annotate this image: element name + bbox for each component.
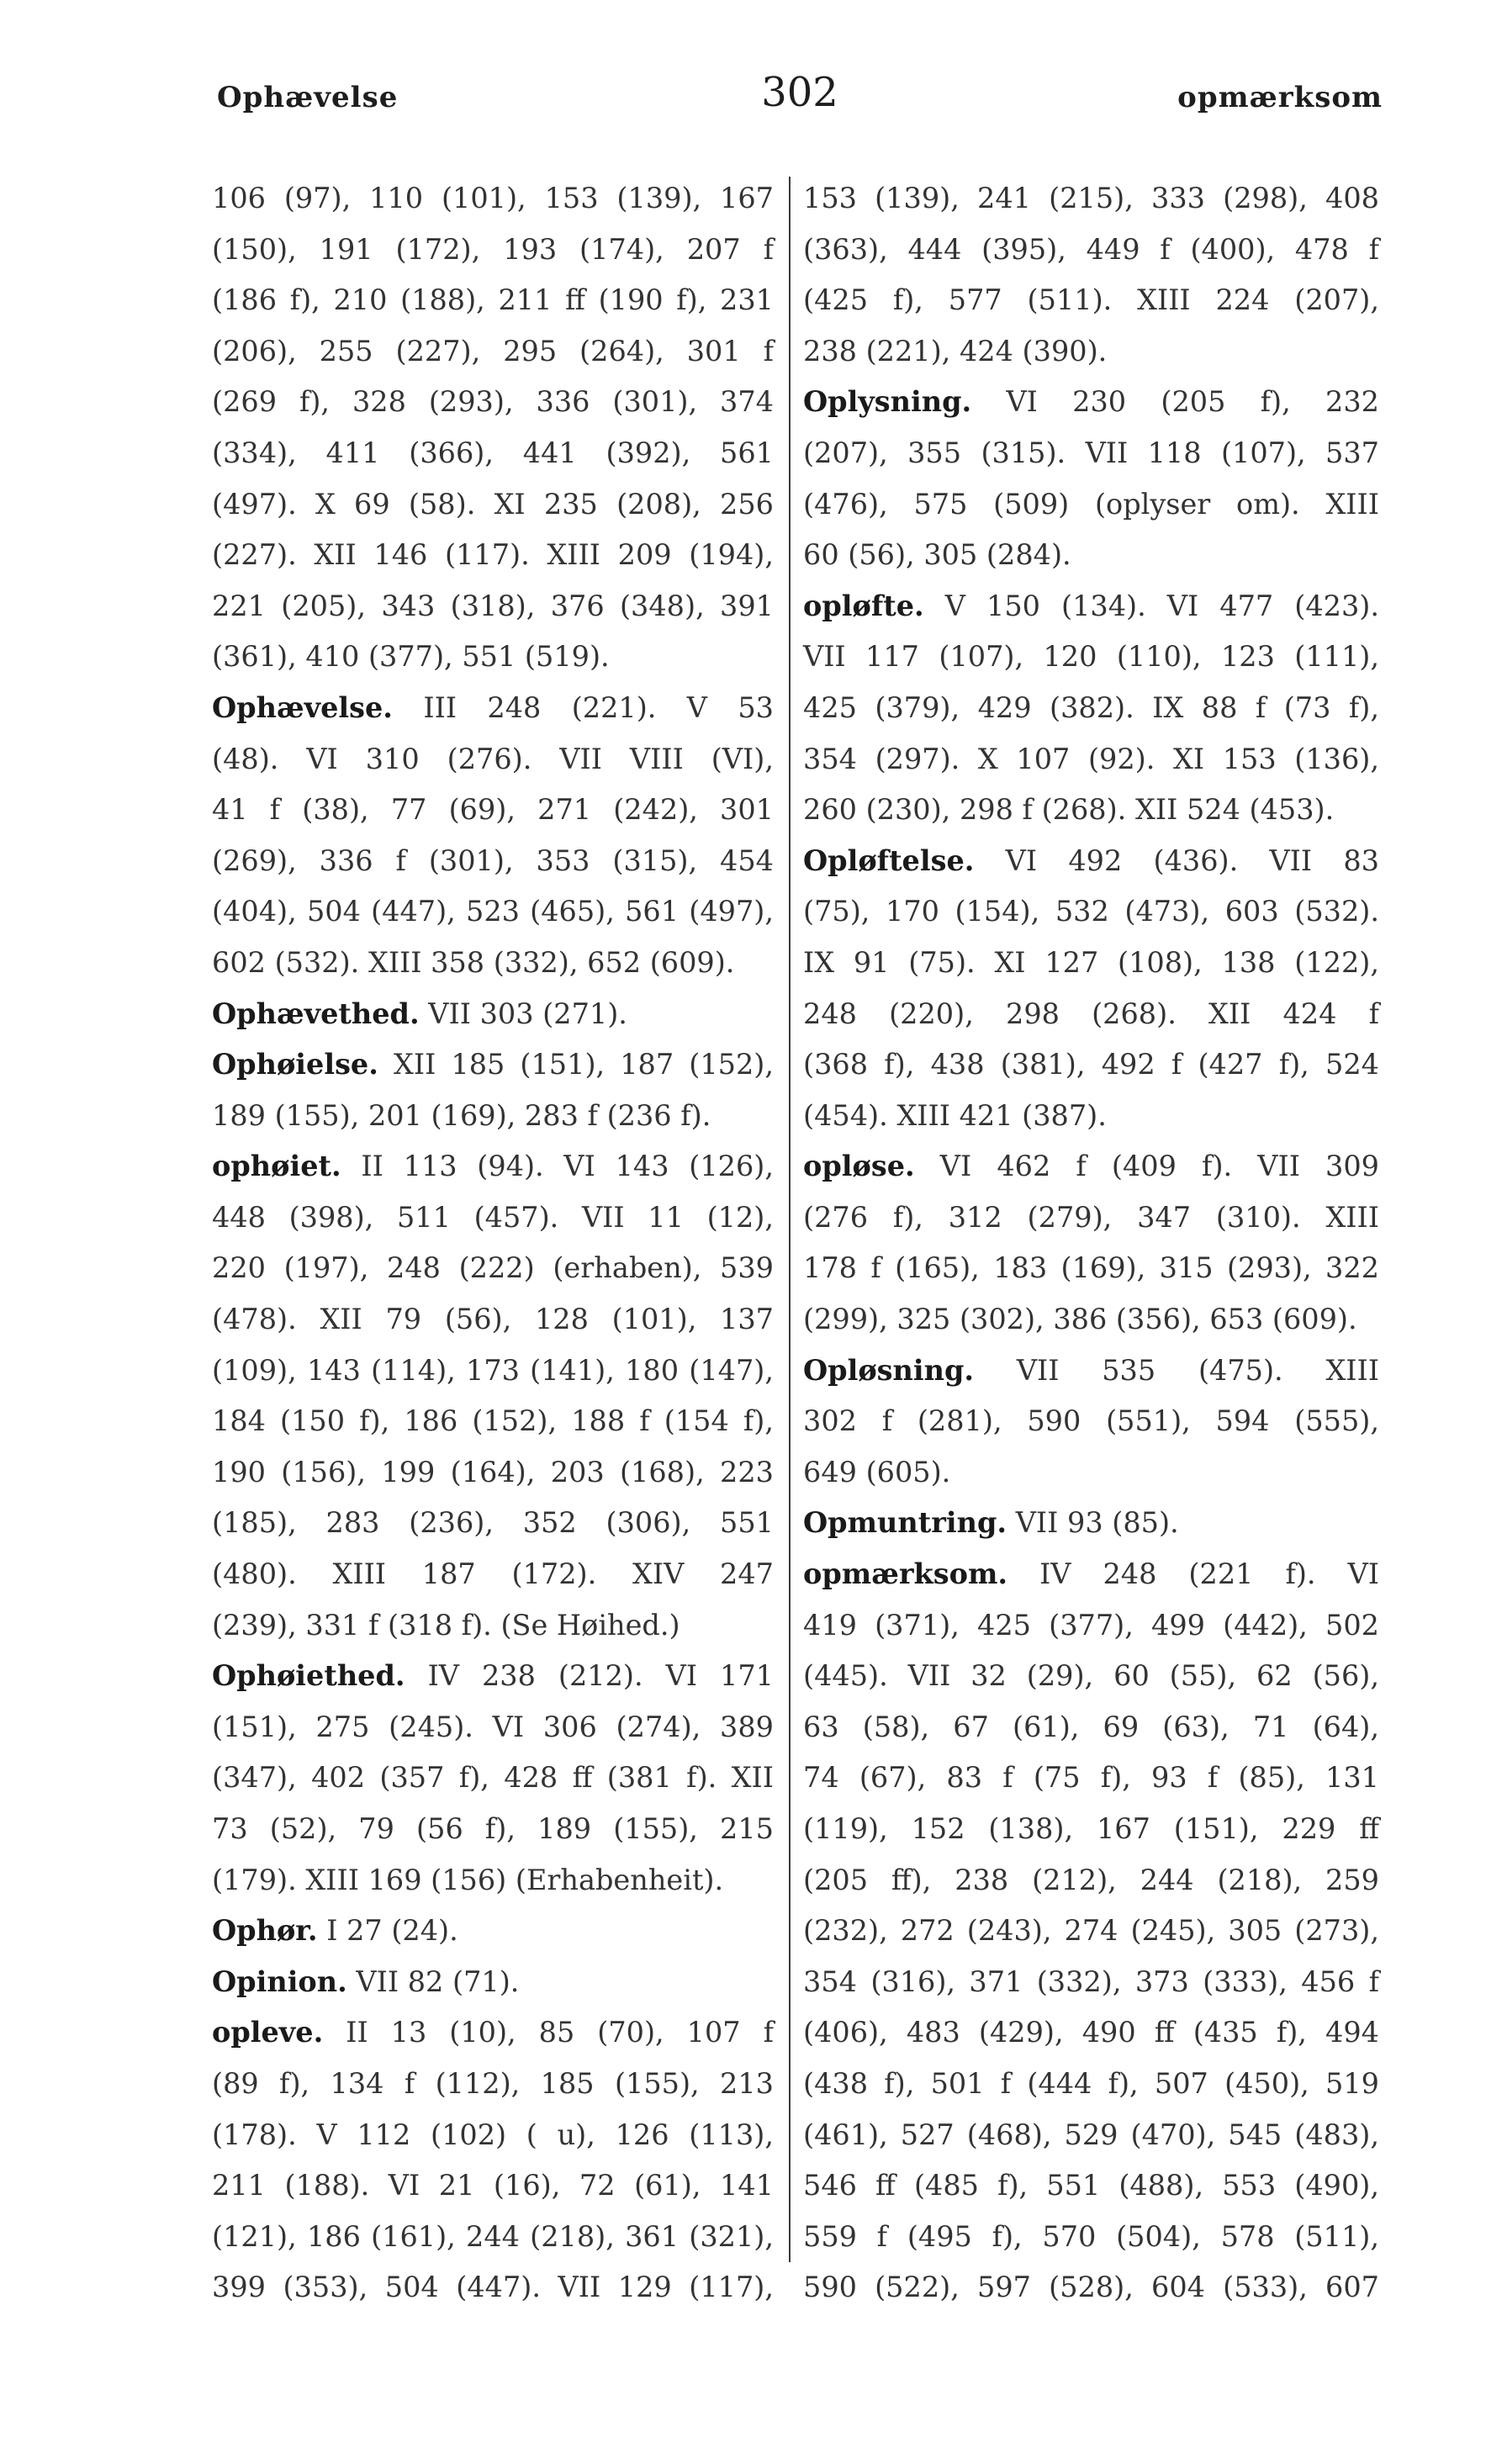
index-references: 649 (605). — [803, 1455, 951, 1488]
index-line — [212, 326, 774, 378]
index-line — [803, 785, 1379, 836]
index-line — [212, 734, 774, 785]
index-references: VI 492 (436). VII 83 — [974, 843, 1379, 877]
index-references: (276 f), 312 (279), 347 (310). XIII — [803, 1200, 1379, 1234]
page-number: 302 — [761, 69, 838, 116]
index-line — [803, 530, 1379, 581]
index-references: 63 (58), 67 (61), 69 (63), 71 (64), — [803, 1710, 1379, 1743]
index-references: (121), 186 (161), 244 (218), 361 (321), — [212, 2219, 774, 2253]
index-references: IV 238 (212). VI 171 — [405, 1659, 774, 1693]
index-references: (205 ff), 238 (212), 244 (218), 259 — [803, 1863, 1379, 1896]
index-line — [212, 1243, 774, 1294]
index-references: (232), 272 (243), 274 (245), 305 (273), — [803, 1914, 1379, 1948]
index-line — [803, 683, 1379, 734]
index-references: (425 f), 577 (511). XIII 224 (207), — [803, 283, 1379, 317]
index-line — [803, 938, 1379, 989]
index-references: (347), 402 (357 f), 428 ff (381 f). XII — [212, 1761, 774, 1795]
index-line — [212, 2262, 774, 2313]
index-line — [212, 1091, 774, 1142]
index-line — [803, 377, 1379, 428]
index-references: VII 303 (271). — [419, 997, 627, 1030]
index-line — [803, 2262, 1379, 2313]
index-references: (75), 170 (154), 532 (473), 603 (532). — [803, 895, 1379, 928]
index-references: (406), 483 (429), 490 ff (435 f), 494 — [803, 2016, 1379, 2049]
index-references: VI 462 f (409 f). VII 309 — [914, 1150, 1379, 1183]
index-references: IV 248 (221 f). VI — [1007, 1557, 1379, 1591]
index-references: 60 (56), 305 (284). — [803, 538, 1071, 572]
index-references: (269 f), 328 (293), 336 (301), 374 — [212, 385, 774, 419]
index-line — [803, 1192, 1379, 1244]
index-line — [212, 530, 774, 581]
index-references: IX 91 (75). XI 127 (108), 138 (122), — [803, 945, 1379, 979]
index-references: VI 230 (205 f), 232 — [971, 385, 1379, 419]
index-line — [803, 1039, 1379, 1091]
index-line — [212, 275, 774, 326]
index-references: (150), 191 (172), 193 (174), 207 f — [212, 232, 774, 266]
index-references: 302 f (281), 590 (551), 594 (555), — [803, 1404, 1379, 1438]
index-line — [212, 1447, 774, 1499]
index-references: (438 f), 501 f (444 f), 507 (450), 519 — [803, 2066, 1379, 2100]
index-references: II 13 (10), 85 (70), 107 f — [323, 2016, 774, 2049]
index-references: 448 (398), 511 (457). VII 11 (12), — [212, 1200, 774, 1234]
running-head — [217, 61, 1383, 128]
index-references: VII 93 (85). — [1007, 1506, 1179, 1540]
index-references: 248 (220), 298 (268). XII 424 f — [803, 997, 1379, 1030]
index-line — [803, 275, 1379, 326]
index-line — [803, 734, 1379, 785]
index-references: (239), 331 f (318 f). (Se Høihed.) — [212, 1608, 680, 1642]
index-references: (361), 410 (377), 551 (519). — [212, 640, 610, 674]
index-references: 189 (155), 201 (169), 283 f (236 f). — [212, 1098, 711, 1132]
index-references: (454). XIII 421 (387). — [803, 1098, 1107, 1132]
index-headword: Opinion. — [212, 1964, 347, 1998]
index-references: (178). V 112 (102) ( u), 126 (113), — [212, 2118, 774, 2151]
index-line — [212, 1702, 774, 1753]
index-references: 354 (316), 371 (332), 373 (333), 456 f — [803, 1964, 1379, 1998]
index-references: 354 (297). X 107 (92). XI 153 (136), — [803, 742, 1379, 775]
index-references: (119), 152 (138), 167 (151), 229 ff — [803, 1812, 1379, 1845]
index-line — [803, 1294, 1379, 1346]
index-references: (476), 575 (509) (oplyser om). XIII — [803, 487, 1379, 521]
index-references: 211 (188). VI 21 (16), 72 (61), 141 — [212, 2169, 774, 2202]
index-references: (206), 255 (227), 295 (264), 301 f — [212, 334, 774, 367]
index-line — [803, 1346, 1379, 1397]
index-line — [212, 938, 774, 989]
index-line — [212, 836, 774, 887]
index-line — [803, 479, 1379, 531]
index-references: 399 (353), 504 (447). VII 129 (117), — [212, 2271, 774, 2304]
index-headword: Opmuntring. — [803, 1506, 1007, 1540]
index-references: 74 (67), 83 f (75 f), 93 f (85), 131 — [803, 1761, 1379, 1795]
index-references: 419 (371), 425 (377), 499 (442), 502 — [803, 1608, 1379, 1642]
index-references: (480). XIII 187 (172). XIV 247 — [212, 1557, 774, 1591]
index-references: (299), 325 (302), 386 (356), 653 (609). — [803, 1303, 1357, 1336]
index-references: 190 (156), 199 (164), 203 (168), 223 — [212, 1455, 774, 1488]
right-column — [803, 173, 1379, 2313]
index-headword: Ophævethed. — [212, 997, 420, 1030]
index-line — [803, 1091, 1379, 1142]
index-headword: ophøiet. — [212, 1150, 341, 1183]
index-line — [212, 1192, 774, 1244]
index-references: (207), 355 (315). VII 118 (107), 537 — [803, 436, 1379, 469]
index-headword: Opløsning. — [803, 1353, 975, 1387]
index-line — [803, 428, 1379, 479]
index-line — [803, 1957, 1379, 2008]
index-references: (445). VII 32 (29), 60 (55), 62 (56), — [803, 1659, 1379, 1693]
index-line — [212, 1498, 774, 1549]
index-line — [212, 1906, 774, 1957]
index-line — [212, 1294, 774, 1346]
index-line — [803, 886, 1379, 938]
index-references: VII 82 (71). — [346, 1964, 520, 1998]
index-line — [803, 1447, 1379, 1499]
index-line — [212, 225, 774, 276]
index-references: (269), 336 f (301), 353 (315), 454 — [212, 843, 774, 877]
index-references: 260 (230), 298 f (268). XII 524 (453). — [803, 793, 1335, 827]
index-line — [212, 2059, 774, 2110]
index-line — [212, 479, 774, 531]
index-line — [212, 2110, 774, 2161]
index-line — [212, 1804, 774, 1855]
index-references: 602 (532). XIII 358 (332), 652 (609). — [212, 945, 735, 979]
index-references: I 27 (24). — [317, 1914, 458, 1948]
index-references: (185), 283 (236), 352 (306), 551 — [212, 1506, 774, 1540]
index-line — [803, 989, 1379, 1040]
index-references: (461), 527 (468), 529 (470), 545 (483), — [803, 2118, 1379, 2151]
index-line — [212, 989, 774, 1040]
index-line — [803, 581, 1379, 632]
index-line — [803, 1141, 1379, 1192]
index-line — [803, 2007, 1379, 2059]
index-line — [803, 1702, 1379, 1753]
index-references: VII 535 (475). XIII — [974, 1353, 1379, 1387]
index-line — [803, 1396, 1379, 1447]
index-references: V 150 (134). VI 477 (423). — [923, 589, 1379, 622]
index-references: (186 f), 210 (188), 211 ff (190 f), 231 — [212, 283, 774, 317]
index-references: 106 (97), 110 (101), 153 (139), 167 — [212, 182, 774, 214]
index-line — [803, 1600, 1379, 1652]
index-references: 178 f (165), 183 (169), 315 (293), 322 — [803, 1251, 1379, 1285]
index-line — [803, 225, 1379, 276]
index-references: 220 (197), 248 (222) (erhaben), 539 — [212, 1251, 774, 1285]
index-references: 546 ff (485 f), 551 (488), 553 (490), — [803, 2169, 1379, 2202]
index-line — [803, 1243, 1379, 1294]
index-references: II 113 (94). VI 143 (126), — [341, 1150, 774, 1183]
running-head-left-catchword: Ophævelse — [217, 81, 399, 114]
index-headword: Oplysning. — [803, 385, 972, 419]
index-references: (89 f), 134 f (112), 185 (155), 213 — [212, 2066, 774, 2100]
index-line — [803, 1855, 1379, 1906]
index-line — [212, 173, 774, 225]
column-divider — [789, 177, 791, 2262]
index-headword: opmærksom. — [803, 1557, 1008, 1591]
index-line — [212, 1039, 774, 1091]
index-line — [212, 1549, 774, 1600]
index-line — [803, 326, 1379, 378]
index-line — [803, 836, 1379, 887]
index-references: (404), 504 (447), 523 (465), 561 (497), — [212, 895, 774, 928]
index-line — [212, 2160, 774, 2212]
index-line — [803, 1753, 1379, 1804]
index-line — [212, 1651, 774, 1702]
index-headword: Ophævelse. — [212, 690, 393, 724]
index-line — [212, 886, 774, 938]
index-headword: opløfte. — [803, 589, 924, 622]
index-line — [803, 2110, 1379, 2161]
index-references: 238 (221), 424 (390). — [803, 334, 1108, 367]
index-line — [803, 2160, 1379, 2212]
index-references: 153 (139), 241 (215), 333 (298), 408 — [803, 182, 1379, 214]
index-references: (151), 275 (245). VI 306 (274), 389 — [212, 1710, 774, 1743]
index-line — [212, 1141, 774, 1192]
index-line — [803, 1651, 1379, 1702]
index-headword: opløse. — [803, 1150, 915, 1183]
index-line — [212, 785, 774, 836]
index-headword: Ophøielse. — [212, 1048, 378, 1081]
left-column — [212, 173, 774, 2313]
index-references: (48). VI 310 (276). VII VIII (VI), — [212, 742, 774, 775]
index-headword: Ophør. — [212, 1914, 318, 1948]
running-head-right-catchword: opmærksom — [1177, 81, 1383, 114]
index-references: 221 (205), 343 (318), 376 (348), 391 — [212, 589, 774, 622]
index-line — [212, 683, 774, 734]
index-headword: Opløftelse. — [803, 843, 975, 877]
index-references: VII 117 (107), 120 (110), 123 (111), — [803, 640, 1379, 674]
index-line — [803, 2212, 1379, 2263]
index-line — [212, 428, 774, 479]
index-references: 184 (150 f), 186 (152), 188 f (154 f), — [212, 1404, 774, 1438]
index-references: (478). XII 79 (56), 128 (101), 137 — [212, 1303, 774, 1336]
index-references: XII 185 (151), 187 (152), — [378, 1048, 774, 1081]
index-line — [803, 2059, 1379, 2110]
index-line — [212, 632, 774, 683]
index-line — [212, 2212, 774, 2263]
index-line — [803, 1549, 1379, 1600]
index-line — [803, 173, 1379, 225]
index-references: 425 (379), 429 (382). IX 88 f (73 f), — [803, 690, 1379, 724]
index-references: (109), 143 (114), 173 (141), 180 (147), — [212, 1353, 774, 1387]
index-line — [212, 1957, 774, 2008]
index-line — [803, 1906, 1379, 1957]
index-line — [803, 632, 1379, 683]
index-line — [212, 377, 774, 428]
index-references: III 248 (221). V 53 — [392, 690, 774, 724]
index-references: (363), 444 (395), 449 f (400), 478 f — [803, 232, 1379, 266]
index-references: 73 (52), 79 (56 f), 189 (155), 215 — [212, 1812, 774, 1845]
index-line — [803, 1498, 1379, 1549]
index-references: 590 (522), 597 (528), 604 (533), 607 — [803, 2271, 1379, 2304]
index-headword: opleve. — [212, 2016, 324, 2049]
index-line — [212, 2007, 774, 2059]
index-line — [212, 1855, 774, 1906]
index-line — [212, 1600, 774, 1652]
index-line — [212, 581, 774, 632]
index-references: (497). X 69 (58). XI 235 (208), 256 — [212, 487, 774, 521]
index-references: (368 f), 438 (381), 492 f (427 f), 524 — [803, 1048, 1379, 1081]
index-line — [212, 1346, 774, 1397]
index-references: (334), 411 (366), 441 (392), 561 — [212, 436, 774, 469]
index-line — [212, 1753, 774, 1804]
index-references: (179). XIII 169 (156) (Erhabenheit). — [212, 1863, 724, 1896]
index-references: (227). XII 146 (117). XIII 209 (194), — [212, 538, 774, 572]
index-references: 559 f (495 f), 570 (504), 578 (511), — [803, 2219, 1379, 2253]
index-line — [212, 1396, 774, 1447]
index-line — [803, 1804, 1379, 1855]
index-references: 41 f (38), 77 (69), 271 (242), 301 — [212, 793, 774, 827]
index-headword: Ophøiethed. — [212, 1659, 405, 1693]
